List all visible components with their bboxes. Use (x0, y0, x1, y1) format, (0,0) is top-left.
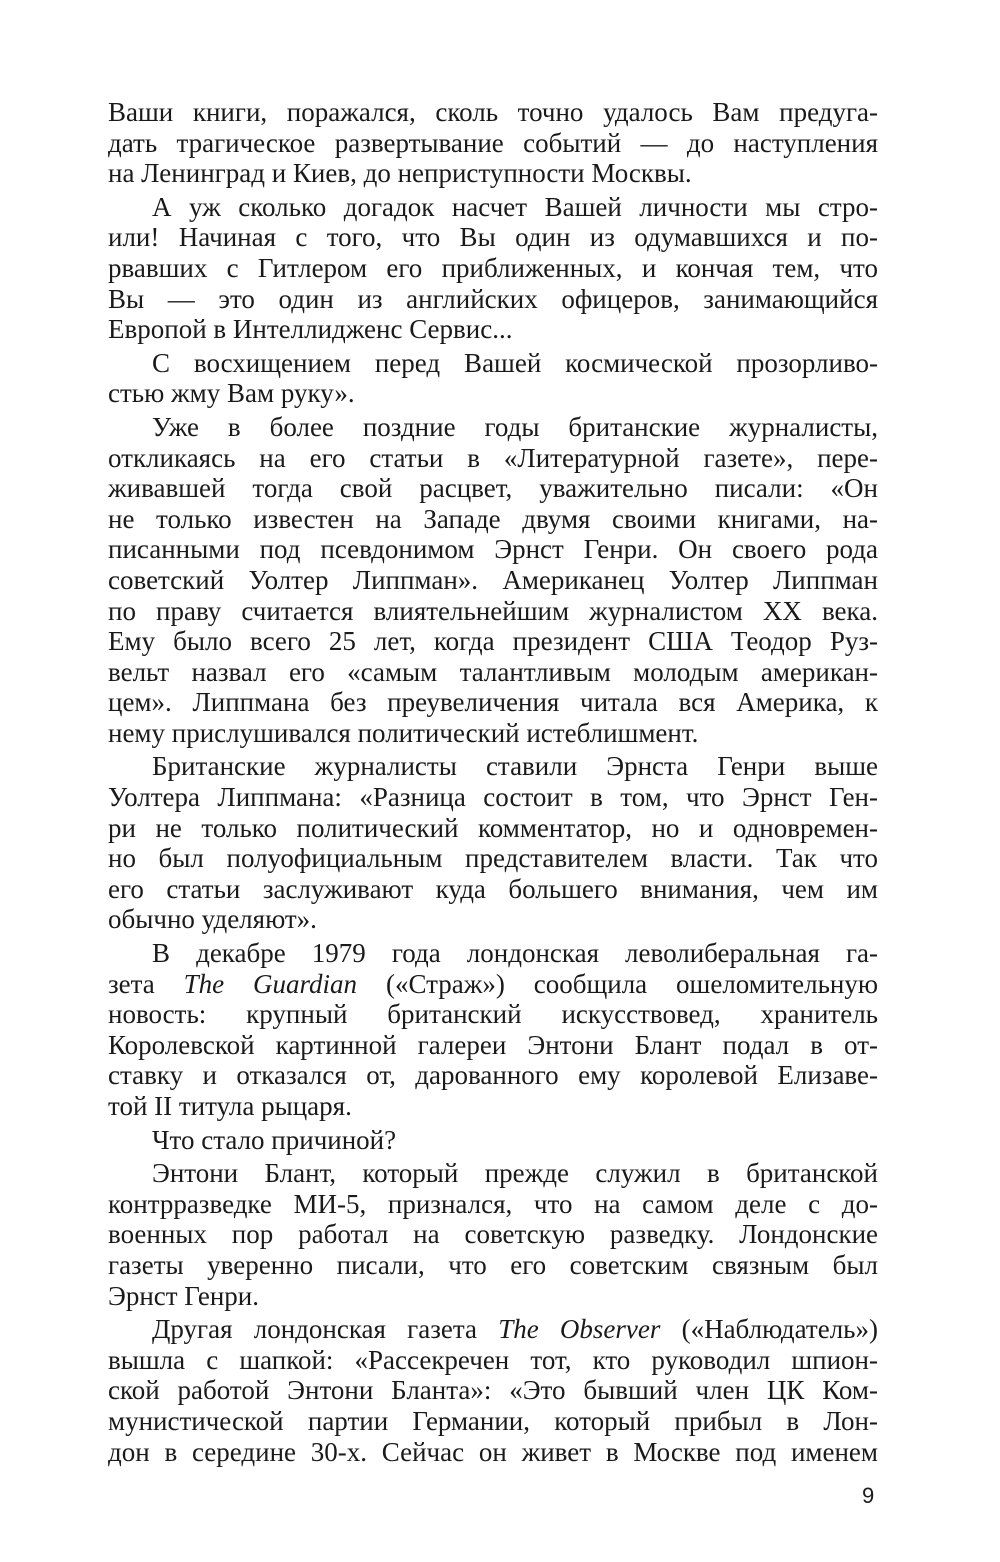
text-line: живавшей тогда свой расцвет, уважительно писали: «Он (108, 473, 878, 504)
text-line: вельт назвал его «самым талантливым молодым американ- (108, 656, 878, 687)
text-line: ри не только политический комментатор, но и одновремен- (108, 812, 878, 843)
text-line: цем». Липпмана без преувеличения читала вся Америка, к (108, 687, 878, 718)
text-line: ставку и отказался от, дарованного ему королевой Елизаве- (108, 1060, 878, 1091)
text-line: контрразведке МИ-5, признался, что на самом деле с до- (108, 1188, 878, 1219)
text-line (108, 969, 878, 1000)
text-line: Ваши книги, поражался, сколь точно удалось Вам предуга- (108, 97, 878, 127)
text-line (108, 1314, 878, 1345)
text-line: Ему было всего 25 лет, когда президент США Теодор Руз- (108, 626, 878, 657)
page-number: 9 (862, 1483, 875, 1508)
text-line: Что стало причиной? (152, 1124, 397, 1155)
text-line: Британские журналисты ставили Эрнста Генри выше (152, 751, 878, 782)
text-line: рвавших с Гитлером его приближенных, и кончая тем, что (108, 252, 878, 283)
text-line: В декабре 1979 года лондонская леволиберальная га- (152, 938, 878, 969)
text-line: Европой в Интеллидженс Сервис... (108, 314, 513, 345)
page-body (108, 97, 878, 1467)
text-line: Вы — это один из английских офицеров, занимающийся (108, 283, 878, 314)
text-fragment: Другая лондонская газета (152, 1314, 499, 1345)
text-line: на Ленинград и Киев, до неприступности Москвы. (108, 158, 692, 189)
text-line: той II титула рыцаря. (108, 1091, 352, 1121)
text-line: вышла с шапкой: «Рассекречен тот, кто руководил шпион- (108, 1344, 878, 1375)
text-line: новость: крупный британский искусствовед, хранитель (108, 999, 878, 1030)
text-fragment: («Страж») сообщила ошеломительную (357, 968, 878, 999)
text-line: не только известен на Западе двумя своими книгами, на- (108, 503, 878, 534)
text-line: его статьи заслуживают куда большего внимания, чем им (108, 873, 878, 904)
text-line: мунистической партии Германии, который прибыл в Лон- (108, 1405, 878, 1436)
text-line: Уолтера Липпмана: «Разница состоит в том, что Эрнст Ген- (108, 782, 878, 813)
newspaper-title: The Guardian (183, 968, 358, 999)
text-line: Уже в более поздние годы британские журналисты, (152, 411, 878, 442)
text-line: или! Начиная с того, что Вы один из одумавшихся и по- (108, 222, 878, 253)
newspaper-title: The Observer (498, 1314, 661, 1345)
text-line: С восхищением перед Вашей космической прозорливо- (152, 347, 878, 378)
text-line: нему прислушивался политический истеблишмент. (108, 717, 699, 748)
text-line: по праву считается влиятельнейшим журналистом XX века. (108, 595, 878, 626)
text-line: военных пор работал на советскую разведку. Лондонские (108, 1219, 878, 1250)
text-line: дон в середине 30-х. Сейчас он живет в Москве под именем (108, 1436, 878, 1467)
text-line: откликаясь на его статьи в «Литературной газете», пере- (108, 442, 878, 473)
text-line: Королевской картинной галереи Энтони Блант подал в от- (108, 1029, 878, 1060)
text-line: но был полуофициальным представителем власти. Так что (108, 843, 878, 874)
text-fragment: зета (108, 968, 184, 999)
text-line: писанными под псевдонимом Эрнст Генри. Он своего рода (108, 534, 878, 565)
text-line: Эрнст Генри. (108, 1280, 259, 1311)
text-line: газеты уверенно писали, что его советским связным был (108, 1249, 878, 1280)
text-line: А уж сколько догадок насчет Вашей личности мы стро- (152, 191, 878, 222)
text-line: стью жму Вам руку». (108, 378, 355, 409)
text-line: обычно уделяют». (108, 904, 317, 935)
text-line: Энтони Блант, который прежде служил в британской (152, 1158, 878, 1189)
text-line: ской работой Энтони Бланта»: «Это бывший член ЦК Ком- (108, 1375, 878, 1406)
text-fragment: («Наблюдатель») (660, 1314, 878, 1345)
text-line: советский Уолтер Липпман». Американец Уолтер Липпман (108, 564, 878, 595)
text-line: дать трагическое развертывание событий — до наступления (108, 127, 878, 158)
